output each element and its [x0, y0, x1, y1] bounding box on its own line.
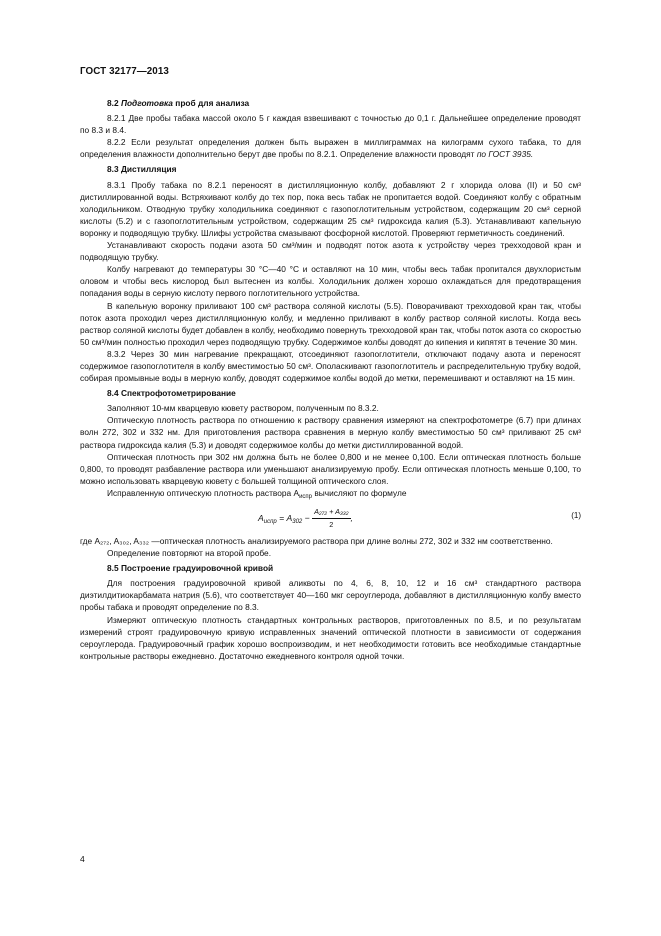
paragraph-text: Оптическую плотность раствора по отношению к раствору сравнения измеряют на спектрофотометре (6.7) при длинах волн 272, 302 и 332 нм. Для приготовления раствора сравнения в мерную колбу вместимостью 50 см³ приливают 25 см³ раствора гидроксида калия (5.3) и доводят содержимое колбы до метки дистиллированной водой.	[80, 415, 581, 450]
paragraph-text: 8.3.2 Через 30 мин нагревание прекращают, отсоединяют газопоглотители, отключают подачу азота и переносят содержимое газопоглотителя в колбу вместимостью 50 см³. Ополаскивают газопоглотитель и распределительную трубку водой, собирая промывные воды в мерную колбу, доводят содержимое колбы водой до метки, перемешивают и оставляют на 15 мин.	[80, 348, 581, 384]
section-number: 8.3	[107, 164, 119, 175]
section-number: 8.4	[107, 388, 119, 399]
paragraph	[80, 487, 581, 499]
paragraph-text: Заполняют 10-мм кварцевую кювету раствором, полученным по 8.3.2.	[107, 403, 379, 414]
legend-description: оптическая плотность анализируемого раствора при длине волны 272, 302 и 332 нм соответственно.	[159, 536, 553, 546]
paragraph-text: Исправленную оптическую плотность раствора A	[107, 487, 300, 498]
paragraph-text: Измеряют оптическую плотность стандартных контрольных растворов, приготовленных по 8.5, и по результатам измерений строят градуировочную кривую исправленных значений оптической плотности в зависимости от содержания сероуглерода. Градуировочный график хорошо воспроизводим, и нет необходимости готовить все необходимые стандартные контрольные растворы ежедневно. Достаточно ежедневного контроля одной точки.	[80, 614, 581, 661]
section-number: 8.5	[107, 563, 119, 574]
formula-lhs: A	[258, 512, 264, 523]
paragraph-text: Колбу нагревают до температуры 30 °С—40 °С и оставляют на 10 мин, чтобы весь табак пропитался двухлористым оловом и чтобы весь кислород был вытеснен из колбы. Холодильник должен хорошо охлаждаться для предотвращения попадания воды в серную кислоту первого поглотительного устройства.	[80, 264, 581, 299]
paragraph-tail-italic: по ГОСТ 3935.	[476, 149, 534, 160]
section-heading	[80, 562, 581, 574]
paragraph	[80, 451, 581, 487]
paragraph	[80, 300, 581, 348]
formula-minus: −	[302, 512, 313, 523]
fraction-denominator: 2	[329, 520, 334, 530]
section-number: 8.2	[107, 98, 119, 108]
paragraph-text: 8.2.2 Если результат определения должен быть выражен в миллиграммах на килограмм сухого табака, то для определения влажности дополнительно берут две пробы по 8.2.1. Определение влажности проводят	[80, 137, 581, 160]
paragraph-tail: вычисляют по формуле	[312, 487, 407, 498]
page-number: 4	[80, 854, 85, 864]
paragraph	[80, 239, 581, 263]
paragraph	[80, 414, 581, 450]
document-header: ГОСТ 32177—2013	[80, 66, 169, 77]
section-heading	[80, 387, 581, 399]
paragraph-text: Оптическая плотность при 302 нм должна быть не более 0,800 и не менее 0,100. Если оптическая плотность больше 0,800, то проводят разбавление раствора или уменьшают анализируемую пробу. Если оптическая плотность меньше 0,100, то можно использовать кварцевую кювету с большей толщиной оптического слоя.	[80, 451, 581, 486]
legend-symbols: где A₂₇₂, A₃₀₂, A₃₃₂ —	[80, 536, 160, 546]
formula-eq: = A	[276, 512, 293, 523]
paragraph	[80, 263, 581, 299]
paragraph-text: В капельную воронку приливают 100 см³ раствора соляной кислоты (5.5). Поворачивают трехходовой кран так, чтобы поток азота проходил через дистилляционную колбу, и медленно приливают в колбу раствор соляной кислоты. Когда весь раствор соляной кислоты будет добавлен в колбу, необходимо повернуть трехходовой кран так, чтобы поток азота со скоростью 50 см³/мин полностью проходил через подводящую трубку. Содержимое колбы доводят до кипения и кипятят в течение 30 мин.	[80, 300, 581, 347]
paragraph	[80, 348, 581, 384]
formula-eq-sub: 302	[292, 518, 303, 525]
paragraph-text: Для построения градуировочной кривой аликвоты по 4, 6, 8, 10, 12 и 16 см³ стандартного раствора диэтилдитиокарбамата натрия (5.6), что соответствует 40—160 мкг сероуглерода, добавляют в дистилляционную колбу вместо пробы табака и проводят определение по 8.3.	[80, 578, 581, 613]
paragraph-text: 8.2.1 Две пробы табака массой около 5 г каждая взвешивают с точностью до 0,1 г. Дальнейшее определение проводят по 8.3 и 8.4.	[80, 113, 581, 136]
formula-dot: ,	[350, 512, 353, 523]
section-title: Спектрофотометрирование	[120, 388, 236, 399]
paragraph	[80, 112, 581, 136]
paragraph-text: Определение повторяют на второй пробе.	[107, 548, 272, 559]
formula-lhs-sub: испр	[263, 518, 277, 525]
formula-fraction	[312, 506, 350, 531]
paragraph	[80, 179, 581, 239]
section-title: Построение градуировочной кривой	[120, 563, 274, 574]
fraction-numerator: A₂₇₂ + A₃₃₂	[312, 506, 350, 519]
formula-block	[80, 501, 581, 533]
section-heading	[80, 163, 581, 175]
section-title: проб для анализа	[175, 98, 250, 108]
paragraph	[80, 614, 581, 662]
paragraph-text: Устанавливают скорость подачи азота 50 см³/мин и подводят поток азота к устройству через трехходовой кран и подводящую трубку.	[80, 240, 581, 263]
document-body	[80, 97, 581, 662]
formula	[258, 506, 353, 531]
paragraph	[80, 402, 581, 414]
subscript: испр	[299, 493, 312, 500]
formula-legend	[80, 535, 581, 547]
paragraph	[80, 577, 581, 613]
paragraph	[80, 547, 581, 559]
section-heading	[80, 97, 581, 109]
section-title-italic: Подготовка	[120, 98, 173, 108]
section-title: Дистилляция	[120, 164, 177, 175]
paragraph	[80, 136, 581, 160]
formula-number: (1)	[571, 511, 581, 520]
paragraph-text: 8.3.1 Пробу табака по 8.2.1 переносят в дистилляционную колбу, добавляют 2 г хлорида олова (II) и 50 см³ дистиллированной воды. Встряхивают колбу до тех пор, пока весь табак не пропитается водой. Соединяют колбу с обратным холодильником. Отводную трубку холодильника соединяют с газопоглотительным устройством, содержащим 20 см³ серной кислоты (5.2) и с газопоглотительным устройством, содержащим 25 см³ гидроксида калия (5.3). Устанавливают капельную воронку и подводящую трубку. Шлифы устройства смазывают фосфорной кислотой. Проверяют герметичность соединений.	[80, 179, 581, 238]
